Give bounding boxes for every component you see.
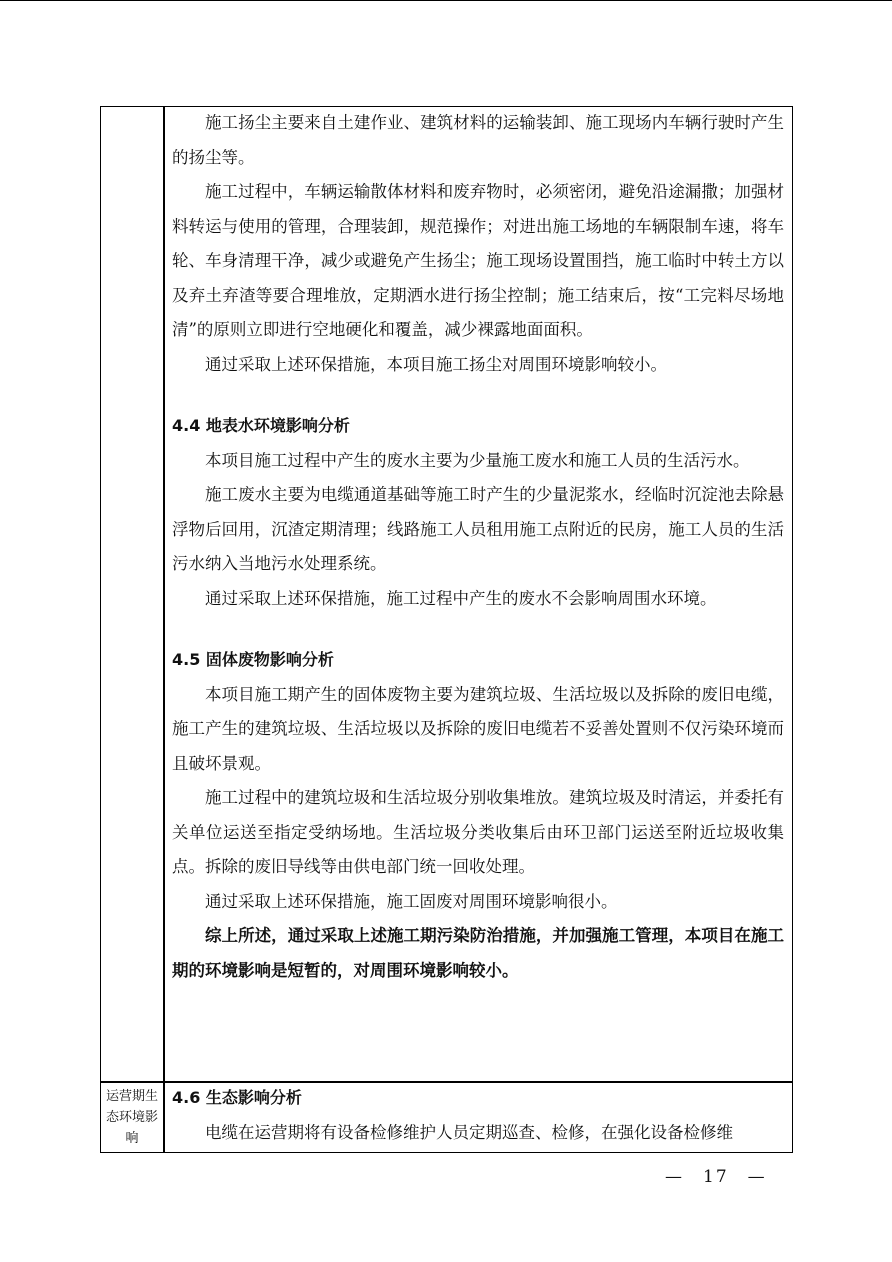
operation-content-cell (172, 1081, 784, 1150)
summary-paragraph: 综上所述，通过采取上述施工期污染防治措施，并加强施工管理，本项目在施工期的环境影响是短暂的，对周围环境影响较小。 (172, 926, 784, 980)
operation-period-ecology-label: 运营期生态环境影响 (105, 1089, 158, 1146)
construction-content-cell (172, 106, 784, 988)
column-divider (163, 106, 165, 1153)
water-paragraph-3: 通过采取上述环保措施，施工过程中产生的废水不会影响周围水环境。 (205, 588, 717, 608)
section-4-5-heading: 4.5 固体废物影响分析 (172, 650, 334, 669)
water-paragraph-2: 施工废水主要为电缆通道基础等施工时产生的少量泥浆水，经临时沉淀池去除悬浮物后回用，沉渣定期清理；线路施工人员租用施工点附近的民房，施工人员的生活污水纳入当地污水处理系统。 (172, 485, 784, 573)
dust-paragraph-1: 施工扬尘主要来自土建作业、建筑材料的运输装卸、施工现场内车辆行驶时产生的扬尘等。 (172, 113, 784, 167)
solid-paragraph-2: 施工过程中的建筑垃圾和生活垃圾分别收集堆放。建筑垃圾及时清运，并委托有关单位运送至指定受纳场地。生活垃圾分类收集后由环卫部门运送至附近垃圾收集点。拆除的废旧导线等由供电部门统一回收处理。 (172, 788, 784, 876)
eco-paragraph-1: 电缆在运营期将有设备检修维护人员定期巡查、检修，在强化设备检修维 (205, 1122, 733, 1142)
solid-paragraph-1: 本项目施工期产生的固体废物主要为建筑垃圾、生活垃圾以及拆除的废旧电缆，施工产生的建筑垃圾、生活垃圾以及拆除的废旧电缆若不妥善处置则不仅污染环境而且破坏景观。 (172, 684, 784, 773)
solid-paragraph-3: 通过采取上述环保措施，施工固废对周围环境影响很小。 (205, 891, 618, 911)
section-4-6-heading: 4.6 生态影响分析 (172, 1088, 302, 1107)
section-4-4-heading: 4.4 地表水环境影响分析 (172, 416, 350, 435)
page-number: — 17 — (665, 1167, 767, 1187)
water-paragraph-1: 本项目施工过程中产生的废水主要为少量施工废水和施工人员的生活污水。 (205, 450, 750, 470)
dust-paragraph-3: 通过采取上述环保措施，本项目施工扬尘对周围环境影响较小。 (205, 354, 667, 374)
dust-paragraph-2: 施工过程中，车辆运输散体材料和废弃物时，必须密闭，避免沿途漏撒；加强材料转运与使用的管理，合理装卸，规范操作；对进出施工场地的车辆限制车速，将车轮、车身清理干净，减少或避免产生扬尘；施工现场设置围挡，施工临时中转土方以及弃土弃渣等要合理堆放，定期洒水进行扬尘控制；施工结束后，按“工完料尽场地清”的原则立即进行空地硬化和覆盖，减少裸露地面面积。 (172, 182, 784, 339)
top-border (0, 0, 892, 1)
